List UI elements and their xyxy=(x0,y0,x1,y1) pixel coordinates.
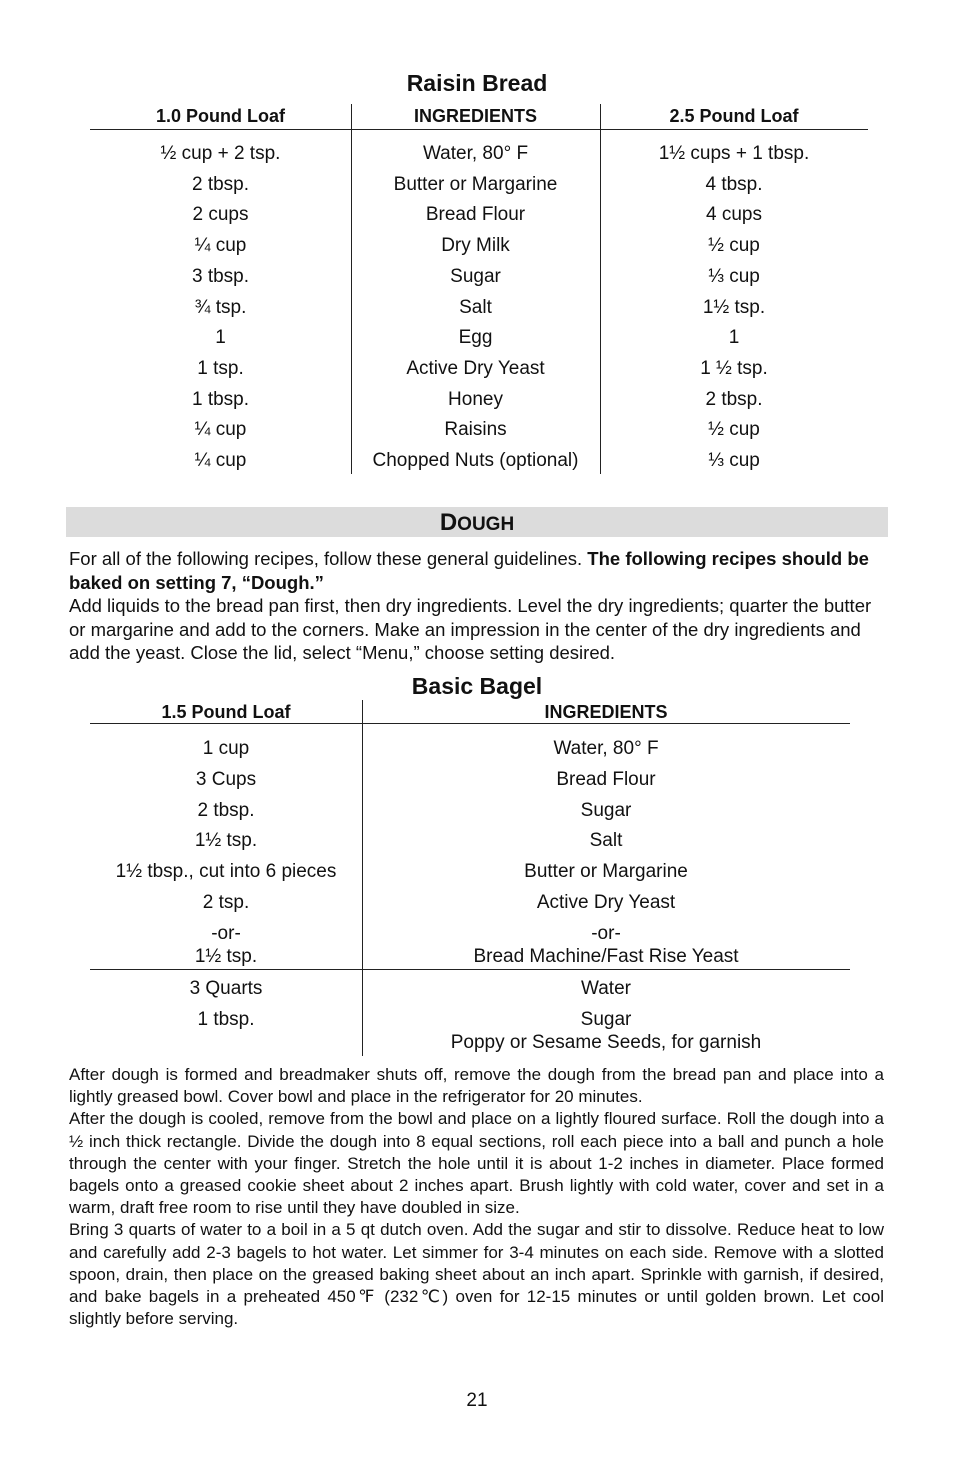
raisin-amount-small: 1 tsp. xyxy=(197,357,244,379)
raisin-bread-title: Raisin Bread xyxy=(406,70,548,96)
raisin-ingredient: Active Dry Yeast xyxy=(406,357,545,379)
raisin-amount-large: 2 tbsp. xyxy=(705,388,763,410)
raisin-header-rule xyxy=(90,129,868,130)
raisin-amount-small: ¼ cup xyxy=(194,235,247,257)
raisin-amount-small: ¾ tsp. xyxy=(194,296,247,318)
bagel-amount: 1½ tsp. xyxy=(194,830,258,852)
bagel-direction-2: After the dough is cooled, remove from the bowl and place on a lightly floured surface. Roll the dough into a ½ inch thick rectangle. Divide the dough into 8 equal sections, roll each piece into a ball and punch a hole through the center with your finger. Stretch the hole until it is about 1-2 inches in diameter. Place formed bagels onto a greased cookie sheet about 2 inches apart. Brush lightly with cold water, cover and set in a warm, draft free room to rise until they have doubled in size. xyxy=(69,1109,884,1218)
raisin-amount-large: 4 cups xyxy=(706,204,762,226)
dough-intro xyxy=(69,547,884,665)
bagel-ingredient: Bread Flour xyxy=(556,768,656,790)
dough-heading-initial: D xyxy=(439,509,458,536)
raisin-row xyxy=(90,326,868,357)
raisin-ingredient: Butter or Margarine xyxy=(393,173,558,195)
raisin-amount-small: 3 tbsp. xyxy=(191,265,250,287)
raisin-amount-small: 1 xyxy=(215,327,226,349)
raisin-header-ingredients: INGREDIENTS xyxy=(413,106,537,126)
bagel-row xyxy=(90,799,850,830)
page-number: 21 xyxy=(466,1390,488,1411)
raisin-amount-large: ½ cup xyxy=(708,419,760,441)
raisin-amount-small: ½ cup + 2 tsp. xyxy=(160,143,281,164)
raisin-ingredient: Sugar xyxy=(450,265,501,287)
raisin-row xyxy=(90,357,868,388)
bagel-header-loaf: 1.5 Pound Loaf xyxy=(161,702,291,722)
raisin-amount-small: 1 tbsp. xyxy=(191,388,250,410)
dough-heading-rest: OUGH xyxy=(457,514,515,535)
raisin-ingredient: Honey xyxy=(448,388,503,410)
bagel-boil-ingredient: Water xyxy=(581,978,631,999)
raisin-ingredient: Salt xyxy=(459,296,492,318)
bagel-or-amount xyxy=(90,922,362,968)
raisin-amount-large: 1 ½ tsp. xyxy=(700,357,768,379)
raisin-header-large-loaf: 2.5 Pound Loaf xyxy=(669,106,799,126)
raisin-amount-large: 1 xyxy=(728,327,740,349)
raisin-amount-large: 1½ tsp. xyxy=(702,296,766,318)
raisin-row xyxy=(90,203,868,234)
dough-heading xyxy=(66,507,888,541)
bagel-header-rule xyxy=(90,723,850,724)
bagel-or-ingredient xyxy=(362,922,850,968)
raisin-row xyxy=(90,388,868,419)
raisin-ingredient: Dry Milk xyxy=(441,235,510,257)
bagel-garnish: Poppy or Sesame Seeds, for garnish xyxy=(450,1032,762,1053)
bagel-row xyxy=(90,737,850,768)
bagel-amount: 1 cup xyxy=(202,738,250,759)
raisin-amount-small: ¼ cup xyxy=(194,419,247,441)
raisin-amount-large: ½ cup xyxy=(708,235,760,257)
dough-heading-band xyxy=(66,507,888,537)
raisin-amount-large: ⅓ cup xyxy=(708,450,760,471)
raisin-row xyxy=(90,234,868,265)
raisin-ingredient: Bread Flour xyxy=(425,204,526,226)
basic-bagel-table xyxy=(90,700,850,1056)
bagel-ingredient: Active Dry Yeast xyxy=(536,892,676,913)
raisin-bread-table xyxy=(90,104,868,474)
raisin-ingredient: Chopped Nuts (optional) xyxy=(372,450,579,471)
bagel-direction-3: Bring 3 quarts of water to a boil in a 5 qt dutch oven. Add the sugar and stir to dissolve. Reduce heat to low and carefully add 2-3 bagels to hot water. Let simmer for 3-4 minutes on each side. Remove with a slotted spoon, drain, then place on the greased baking sheet about an inch apart. Sprinkle with garnish, if desired, and bake bagels in a preheated 450℉ (232℃) oven for 12-15 minutes or until golden brown. Let cool slightly before serving. xyxy=(69,1220,884,1329)
bagel-ingredient: Salt xyxy=(589,830,623,852)
bagel-directions xyxy=(69,1064,884,1330)
raisin-row xyxy=(90,142,868,173)
raisin-row xyxy=(90,418,868,449)
raisin-amount-small: ¼ cup xyxy=(194,450,247,471)
bagel-section-rule xyxy=(90,969,850,970)
bagel-row xyxy=(90,891,850,922)
raisin-row xyxy=(90,296,868,327)
bagel-or-right: -or- xyxy=(591,923,621,944)
raisin-row xyxy=(90,449,868,480)
raisin-amount-large: ⅓ cup xyxy=(708,265,760,287)
raisin-amount-large: 4 tbsp. xyxy=(705,173,763,195)
bagel-or-left: -or- xyxy=(211,923,241,944)
bagel-row xyxy=(90,829,850,860)
bagel-boil-amount: 3 Quarts xyxy=(189,978,263,999)
bagel-alt-yeast-amount: 1½ tsp. xyxy=(194,946,258,967)
bagel-direction-1: After dough is formed and breadmaker shuts off, remove the dough from the bread pan and place into a lightly greased bowl. Cover bowl and place in the refrigerator for 20 minutes. xyxy=(69,1065,884,1107)
dough-intro-bold: The following recipes should be baked on setting 7, “Dough.” xyxy=(69,548,869,593)
bagel-row xyxy=(90,860,850,891)
raisin-amount-small: 2 tbsp. xyxy=(191,173,250,195)
bagel-ingredient: Sugar xyxy=(580,799,632,821)
bagel-boil-ingredient: Sugar xyxy=(580,1008,632,1030)
bagel-ingredient: Water, 80° F xyxy=(553,738,659,759)
bagel-boil-row xyxy=(90,977,850,1008)
bagel-amount: 3 Cups xyxy=(195,768,257,790)
raisin-amount-small: 2 cups xyxy=(192,204,249,226)
bagel-alt-yeast-ingredient: Bread Machine/Fast Rise Yeast xyxy=(473,946,739,967)
dough-intro-text: For all of the following recipes, follow these general guidelines. xyxy=(69,548,588,569)
dough-instructions: Add liquids to the bread pan first, then dry ingredients. Level the dry ingredients; quarter the butter or margarine and add to the corners. Make an impression in the center of the dry ingredients and add the yeast. Close the lid, select “Menu,” choose setting desired. xyxy=(69,595,872,663)
bagel-ingredient: Butter or Margarine xyxy=(524,861,688,883)
raisin-row xyxy=(90,265,868,296)
bagel-row xyxy=(90,768,850,799)
raisin-amount-large: 1½ cups + 1 tbsp. xyxy=(658,143,810,164)
raisin-ingredient: Water, 80° F xyxy=(422,143,529,164)
raisin-header-small-loaf: 1.0 Pound Loaf xyxy=(155,106,285,126)
bagel-boil-amount: 1 tbsp. xyxy=(197,1008,255,1030)
bagel-header-ingredients: INGREDIENTS xyxy=(544,702,668,722)
raisin-row xyxy=(90,173,868,204)
bagel-amount: 1½ tbsp., cut into 6 pieces xyxy=(115,861,337,883)
bagel-amount: 2 tsp. xyxy=(202,892,250,913)
raisin-ingredient: Raisins xyxy=(444,419,507,441)
basic-bagel-title: Basic Bagel xyxy=(411,673,543,699)
bagel-amount: 2 tbsp. xyxy=(197,799,255,821)
raisin-ingredient: Egg xyxy=(458,327,493,349)
